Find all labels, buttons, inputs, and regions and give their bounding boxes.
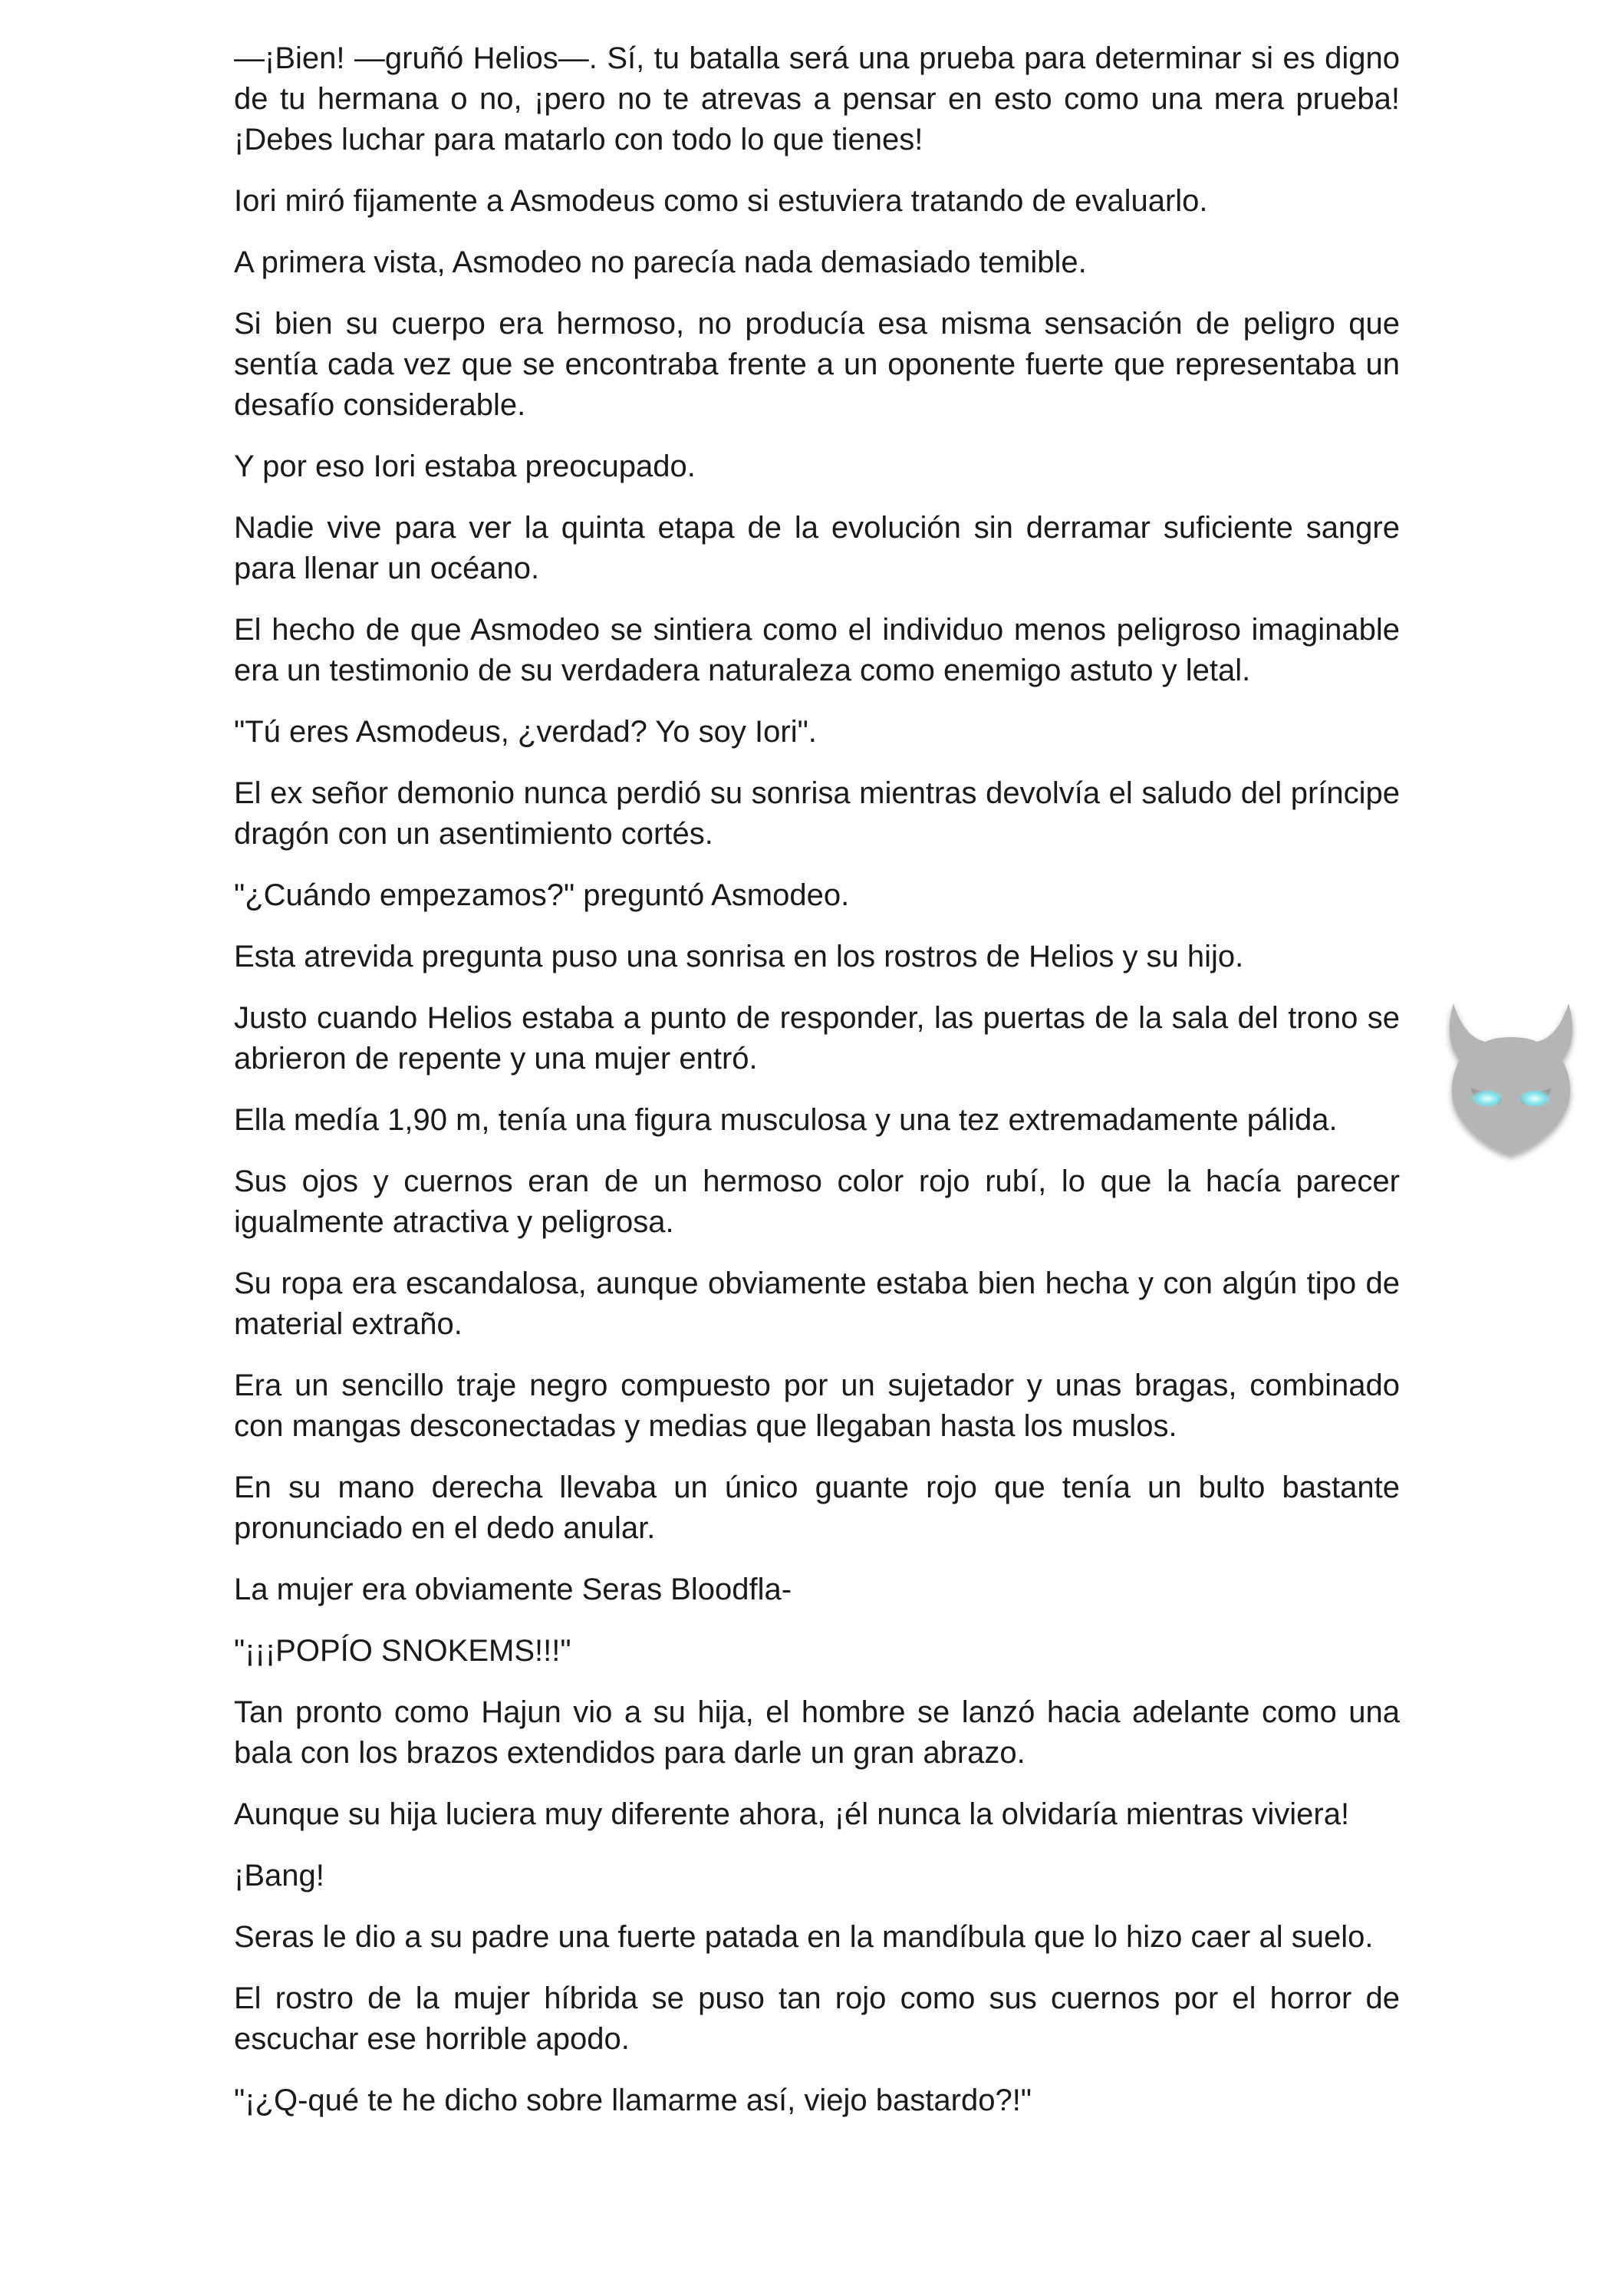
paragraph: La mujer era obviamente Seras Bloodfla-: [234, 1573, 792, 1606]
paragraph: ¡Bang!: [234, 1859, 324, 1892]
paragraph: "¡¡¡POPÍO SNOKEMS!!!": [234, 1634, 571, 1668]
paragraph: Seras le dio a su padre una fuerte patada en la mandíbula que lo hizo caer al suelo.: [234, 1920, 1374, 1954]
paragraph: "¿Cuándo empezamos?" preguntó Asmodeo.: [234, 878, 850, 912]
paragraph: Esta atrevida pregunta puso una sonrisa en los rostros de Helios y su hijo.: [234, 940, 1244, 973]
paragraph: El hecho de que Asmodeo se sintiera como el individuo menos peligroso imaginable era un testimonio de su verdadera naturaleza como enemigo astuto y letal.: [234, 613, 1400, 687]
demon-head-icon: [1438, 997, 1584, 1166]
paragraph: Si bien su cuerpo era hermoso, no producía esa misma sensación de peligro que sentía cada vez que se encontraba frente a un oponente fuerte que representaba un desafío considerable.: [234, 307, 1400, 422]
paragraph: Justo cuando Helios estaba a punto de responder, las puertas de la sala del trono se abrieron de repente y una mujer entró.: [234, 1001, 1400, 1076]
paragraph: Ella medía 1,90 m, tenía una figura musculosa y una tez extremadamente pálida.: [234, 1103, 1338, 1137]
paragraph: El ex señor demonio nunca perdió su sonrisa mientras devolvía el saludo del príncipe dragón con un asentimiento cortés.: [234, 776, 1400, 851]
paragraph: Y por eso Iori estaba preocupado.: [234, 450, 696, 483]
text-column: [234, 38, 1400, 2142]
paragraph: Su ropa era escandalosa, aunque obviamente estaba bien hecha y con algún tipo de material extraño.: [234, 1267, 1400, 1341]
paragraph: A primera vista, Asmodeo no parecía nada demasiado temible.: [234, 245, 1087, 279]
paragraph: Nadie vive para ver la quinta etapa de la evolución sin derramar suficiente sangre para llenar un océano.: [234, 511, 1400, 585]
paragraph: En su mano derecha llevaba un único guante rojo que tenía un bulto bastante pronunciado en el dedo anular.: [234, 1471, 1400, 1545]
paragraph: El rostro de la mujer híbrida se puso tan rojo como sus cuernos por el horror de escuchar ese horrible apodo.: [234, 1981, 1400, 2056]
paragraph: "Tú eres Asmodeus, ¿verdad? Yo soy Iori".: [234, 715, 817, 749]
paragraph: Aunque su hija luciera muy diferente ahora, ¡él nunca la olvidaría mientras viviera!: [234, 1797, 1350, 1831]
paragraph: Tan pronto como Hajun vio a su hija, el hombre se lanzó hacia adelante como una bala con los brazos extendidos para darle un gran abrazo.: [234, 1695, 1400, 1770]
paragraph: Iori miró fijamente a Asmodeus como si estuviera tratando de evaluarlo.: [234, 184, 1208, 218]
paragraph: Sus ojos y cuernos eran de un hermoso color rojo rubí, lo que la hacía parecer igualmente atractiva y peligrosa.: [234, 1164, 1400, 1239]
paragraph: "¡¿Q-qué te he dicho sobre llamarme así, viejo bastardo?!": [234, 2084, 1032, 2117]
paragraph: —¡Bien! —gruñó Helios—. Sí, tu batalla será una prueba para determinar si es digno de tu hermana o no, ¡pero no te atrevas a pensar en esto como una mera prueba! ¡Debes luchar para matarlo con todo lo que tienes!: [234, 41, 1400, 156]
paragraph: Era un sencillo traje negro compuesto por un sujetador y unas bragas, combinado con mangas desconectadas y medias que llegaban hasta los muslos.: [234, 1369, 1400, 1443]
